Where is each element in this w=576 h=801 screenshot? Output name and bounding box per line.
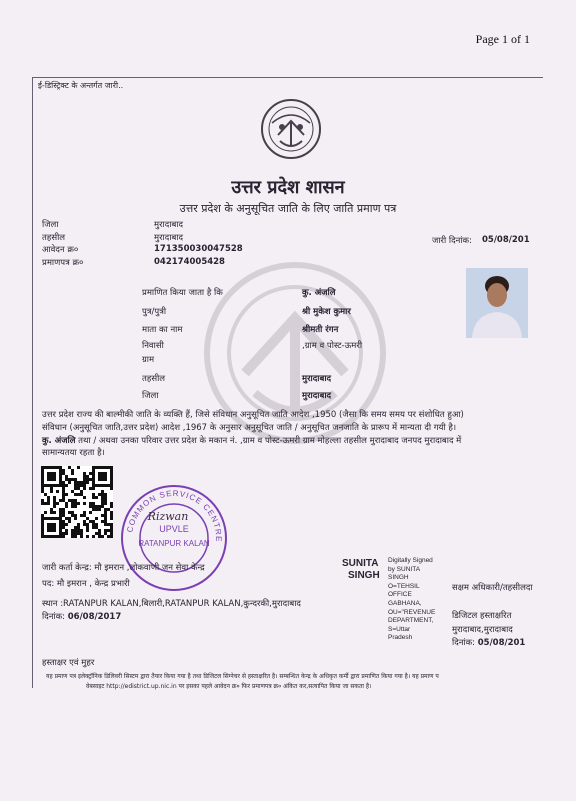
signature-seal-label: हस्ताक्षर एवं मुहर bbox=[42, 658, 95, 668]
digital-signature-line: OU="REVENUE bbox=[388, 608, 436, 616]
authority-date-value: 05/08/201 bbox=[477, 638, 526, 648]
digital-signature-line: by SUNITA bbox=[388, 565, 421, 573]
application-number: 171350030047528 bbox=[154, 244, 243, 254]
stamp-center-top: UPVLE bbox=[159, 524, 189, 534]
applicant-photo bbox=[466, 268, 528, 338]
certificate-title: उत्तर प्रदेश शासन bbox=[231, 177, 345, 198]
resident-label: निवासी bbox=[142, 341, 164, 351]
digital-signer-name bbox=[342, 558, 380, 582]
stamp-ring-text: COMMON SERVICE CENTRE bbox=[125, 488, 224, 543]
details-tehsil-value: मुरादाबाद bbox=[302, 374, 332, 384]
issue-date-label: जारी दिनांक: bbox=[432, 236, 472, 246]
details-district-label: जिला bbox=[142, 391, 159, 401]
stamp-center-bottom: RATANPUR KALAN bbox=[138, 539, 210, 548]
footer-note-line-2: वेबसाइट http://edistrict.up.nic.in पर इसका पहले आवेदन क्र० फिर प्रमाणपत्र क्र० अंकित कर,सत्यापित किया जा सकता है। bbox=[86, 683, 372, 690]
top-note: ई-डिस्ट्रिक्ट के अन्तर्गत जारी.. bbox=[38, 81, 124, 90]
digital-signer-name-line1: SUNITA bbox=[342, 558, 379, 569]
digital-signature-line: Digitally Signed bbox=[388, 557, 433, 564]
parent-name: श्री मुकेश कुमार bbox=[302, 307, 351, 317]
csc-stamp bbox=[118, 482, 230, 598]
authority-date-label: दिनांक: bbox=[452, 638, 476, 648]
body-line-3-text: तथा / अथवा उनका परिवार उत्तर प्रदेश के मकान नं. ,ग्राम व पोस्ट-ऊमरी ग्राम मोहल्ला तहसील मुरादाबाद जनपद मुरादाबाद में bbox=[75, 436, 462, 446]
tehsil-value: मुरादाबाद bbox=[154, 233, 184, 243]
body-line-2: संविधान (अनुसूचित जाति,उत्तर प्रदेश) आदेश ,1967 के अनुसार अनुसूचित जाति / अनुसूचित जनजाति के प्रारूप में मान्यता दी गयी है। bbox=[42, 423, 457, 433]
page-number: Page 1 of 1 bbox=[475, 32, 530, 46]
digital-signature-line: OFFICE bbox=[388, 591, 412, 599]
applicant-name: कु. अंजलि bbox=[302, 288, 336, 298]
details-district-value: मुरादाबाद bbox=[302, 391, 332, 401]
details-tehsil-label: तहसील bbox=[142, 374, 166, 384]
certificate-number: 042174005428 bbox=[154, 257, 225, 267]
body-line-3 bbox=[42, 435, 461, 446]
district-value: मुरादाबाद bbox=[154, 220, 184, 230]
certificate-number-label: प्रमाणपत्र क्र० bbox=[42, 258, 84, 268]
village-label: ग्राम bbox=[142, 355, 155, 365]
resident-value: ,ग्राम व पोस्ट-ऊमरी bbox=[302, 341, 363, 351]
digital-signer-name-line2: SINGH bbox=[348, 570, 380, 581]
certify-label: प्रमाणित किया जाता है कि bbox=[142, 288, 223, 298]
district-label: जिला bbox=[42, 220, 59, 230]
application-label: आवेदन क्र० bbox=[42, 245, 79, 255]
authority-date bbox=[452, 637, 525, 648]
digital-signature-details bbox=[388, 557, 435, 643]
issuing-center: जारी कर्ता केन्द्र: मौ इमरान ,लोकवाणी जन सेवा केन्द्र bbox=[42, 563, 205, 573]
mother-name: श्रीमती रंगन bbox=[302, 325, 339, 335]
authority-place: मुरादाबाद,मुरादाबाद bbox=[452, 625, 513, 635]
up-emblem-icon bbox=[258, 97, 324, 165]
tehsil-label: तहसील bbox=[42, 233, 66, 243]
mother-label: माता का नाम bbox=[142, 325, 183, 335]
stamp-signature: Rizwan bbox=[147, 510, 189, 523]
authority-title: सक्षम अधिकारी/तहसीलदा bbox=[452, 583, 533, 593]
issuer-date-label: दिनांक: bbox=[42, 612, 66, 622]
issue-date-value: 05/08/201 bbox=[482, 235, 530, 245]
authority-digital-sign: डिजिटल हस्ताक्षरित bbox=[452, 611, 512, 621]
issuer-date bbox=[42, 611, 121, 622]
qr-code bbox=[41, 466, 113, 538]
digital-signature-line: O=TEHSIL bbox=[388, 582, 420, 590]
body-name: कु. अंजलि bbox=[42, 436, 76, 446]
footer-note-line-1: यह प्रमाण पत्र इलेक्ट्रॉनिक डिलिवरी सिस्टम द्वारा तैयार किया गया है तथा डिजिटल सिग्नेचर से हस्ताक्षरित है। सम्बन्धित केन्द्र के अधिकृत कर्मी द्वारा प्रमाणित किया गया है। यह प्रमाण प bbox=[46, 673, 439, 680]
digital-signature-line: DEPARTMENT, bbox=[388, 617, 434, 625]
digital-signature-line: S=Uttar bbox=[388, 625, 411, 633]
issuer-place: स्थान :RATANPUR KALAN,बिलारी,RATANPUR KALAN,कुन्दरकी,मुरादाबाद bbox=[42, 599, 301, 609]
certificate-subtitle: उत्तर प्रदेश के अनुसूचित जाति के लिए जाति प्रमाण पत्र bbox=[179, 202, 397, 215]
body-line-1: उत्तर प्रदेश राज्य की बाल्मीकी जाति के व्यक्ति हैं, जिसे संविधान अनुसूचित जाति आदेश ,1950 (जैसा कि समय समय पर संशोधित हुआ) bbox=[42, 410, 464, 420]
digital-signature-line: GABHANA, bbox=[388, 599, 422, 607]
parent-label: पुत्र/पुत्री bbox=[142, 307, 167, 317]
issuer-date-value: 06/08/2017 bbox=[67, 612, 122, 622]
body-line-4: सामान्यतया रहता है। bbox=[42, 448, 105, 458]
digital-signature-line: SINGH bbox=[388, 574, 409, 582]
issuer-post: पद: मौ इमरान , केन्द्र प्रभारी bbox=[42, 579, 130, 589]
digital-signature-line: Pradesh bbox=[388, 634, 413, 642]
